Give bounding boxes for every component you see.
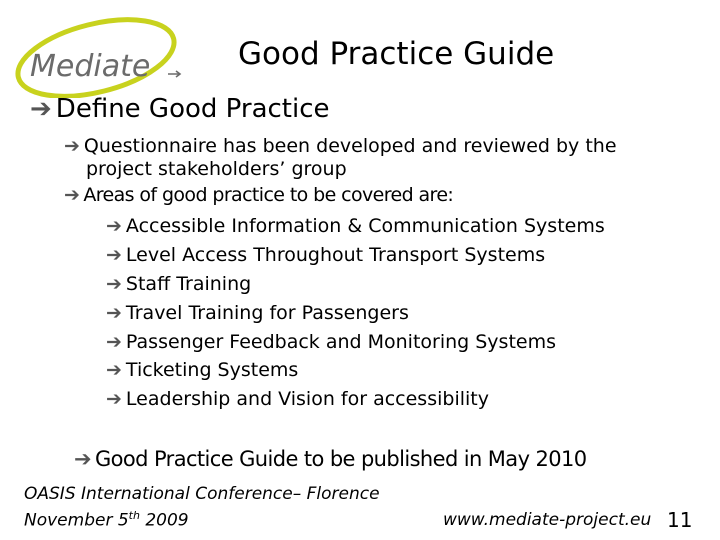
sub-bullet: ➔ Travel Training for Passengers: [106, 302, 409, 324]
bullet-areas: ➔ Areas of good practice to be covered are:: [64, 184, 454, 206]
page-number: 11: [667, 508, 693, 532]
right-arrow-icon: ➔: [106, 331, 122, 353]
mediate-logo: [8, 8, 188, 98]
footer-conference: [24, 484, 380, 532]
bullet-questionnaire-cont: project stakeholders’ group: [86, 158, 347, 180]
right-arrow-icon: ➔: [74, 447, 91, 471]
footer-line-2: November 5th 2009: [24, 509, 189, 531]
right-arrow-icon: ➔: [30, 94, 52, 124]
sub-bullet: ➔ Leadership and Vision for accessibility: [106, 388, 489, 410]
right-arrow-icon: ➔: [106, 388, 122, 410]
sub-bullet: ➔ Passenger Feedback and Monitoring Systems: [106, 331, 557, 353]
right-arrow-icon: ➔: [64, 184, 80, 206]
right-arrow-icon: ➔: [106, 215, 122, 237]
footer-url[interactable]: www.mediate-project.eu: [443, 510, 652, 530]
heading-text: Define Good Practice: [55, 94, 330, 124]
right-arrow-icon: ➔: [106, 273, 122, 295]
sub-bullet: ➔ Staff Training: [106, 273, 252, 295]
sub-bullet: ➔ Ticketing Systems: [106, 359, 299, 381]
footer-line-1: OASIS International Conference– Florence: [24, 484, 380, 504]
right-arrow-icon: ➔: [106, 359, 122, 381]
right-arrow-icon: ➔: [106, 302, 122, 324]
sub-bullet: ➔ Accessible Information & Communication Systems: [106, 215, 605, 237]
slide-title: Good Practice Guide: [238, 36, 555, 72]
bullet-publication: ➔ Good Practice Guide to be published in May 2010: [74, 447, 587, 471]
logo-wordmark: Mediate: [30, 49, 151, 84]
right-arrow-icon: ➔: [64, 135, 80, 157]
heading-bullet: [30, 96, 330, 122]
right-arrow-icon: ➔: [106, 244, 122, 266]
sub-bullet: ➔ Level Access Throughout Transport Systems: [106, 244, 546, 266]
bullet-questionnaire: ➔ Questionnaire has been developed and reviewed by the: [64, 135, 617, 157]
